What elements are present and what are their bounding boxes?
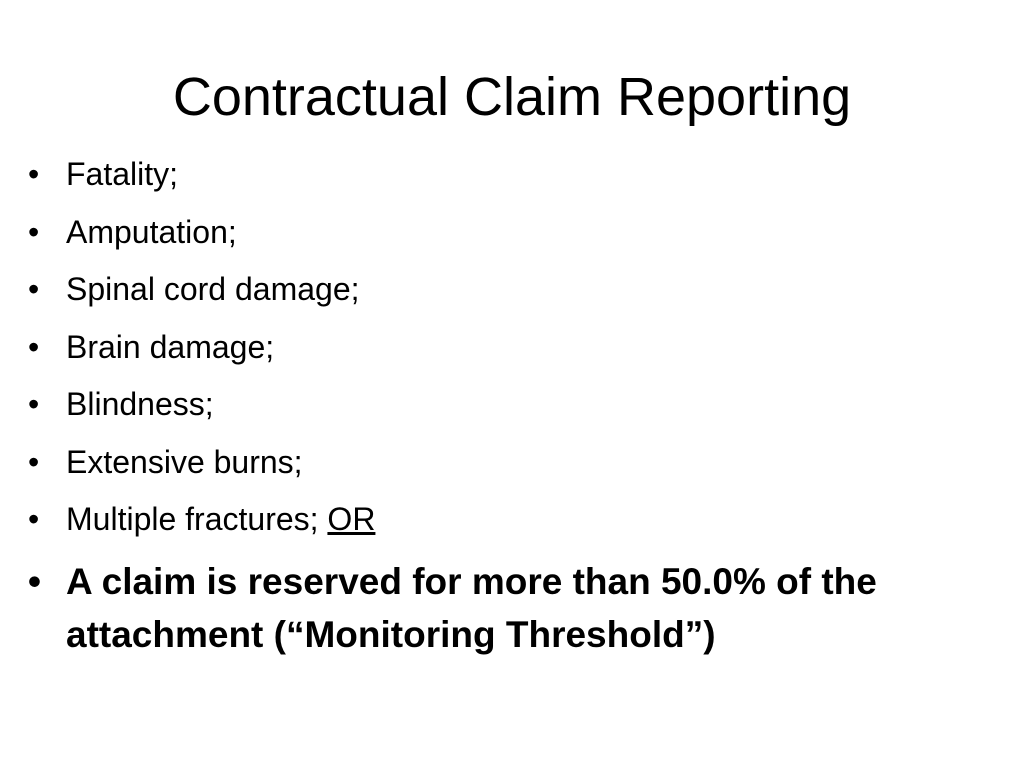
list-item-text: Amputation;: [66, 213, 237, 250]
list-item: [28, 440, 1008, 484]
bullet-icon: •: [28, 156, 40, 192]
list-item-text: Extensive burns;: [66, 443, 303, 480]
bullet-icon: •: [28, 328, 40, 365]
list-item: [28, 382, 1008, 426]
list-item-text: A claim is reserved for more than 50.0% of the attachment (“Monitoring Threshold”): [66, 560, 877, 655]
bullet-icon: •: [28, 386, 40, 422]
list-item: [28, 325, 1008, 369]
list-item-monitoring-threshold: [28, 555, 1008, 661]
bullet-icon: •: [28, 501, 40, 537]
bullet-icon: •: [28, 443, 40, 480]
bullet-icon: •: [28, 271, 40, 307]
bullet-icon: •: [28, 560, 41, 602]
list-item-text: Blindness;: [66, 386, 214, 422]
slide-title: Contractual Claim Reporting: [172, 67, 852, 127]
list-item: [28, 497, 1008, 541]
list-item-text: Brain damage;: [66, 328, 275, 365]
list-item-text: Fatality;: [66, 156, 179, 192]
bullet-icon: •: [28, 213, 40, 250]
list-item: [28, 267, 1008, 311]
or-conjunction: OR: [327, 501, 376, 537]
list-item: [28, 152, 1008, 196]
bullet-list: [28, 152, 1008, 674]
list-item-text: Multiple fractures;: [66, 501, 328, 537]
list-item-text: Spinal cord damage;: [66, 271, 360, 307]
list-item: [28, 210, 1008, 254]
